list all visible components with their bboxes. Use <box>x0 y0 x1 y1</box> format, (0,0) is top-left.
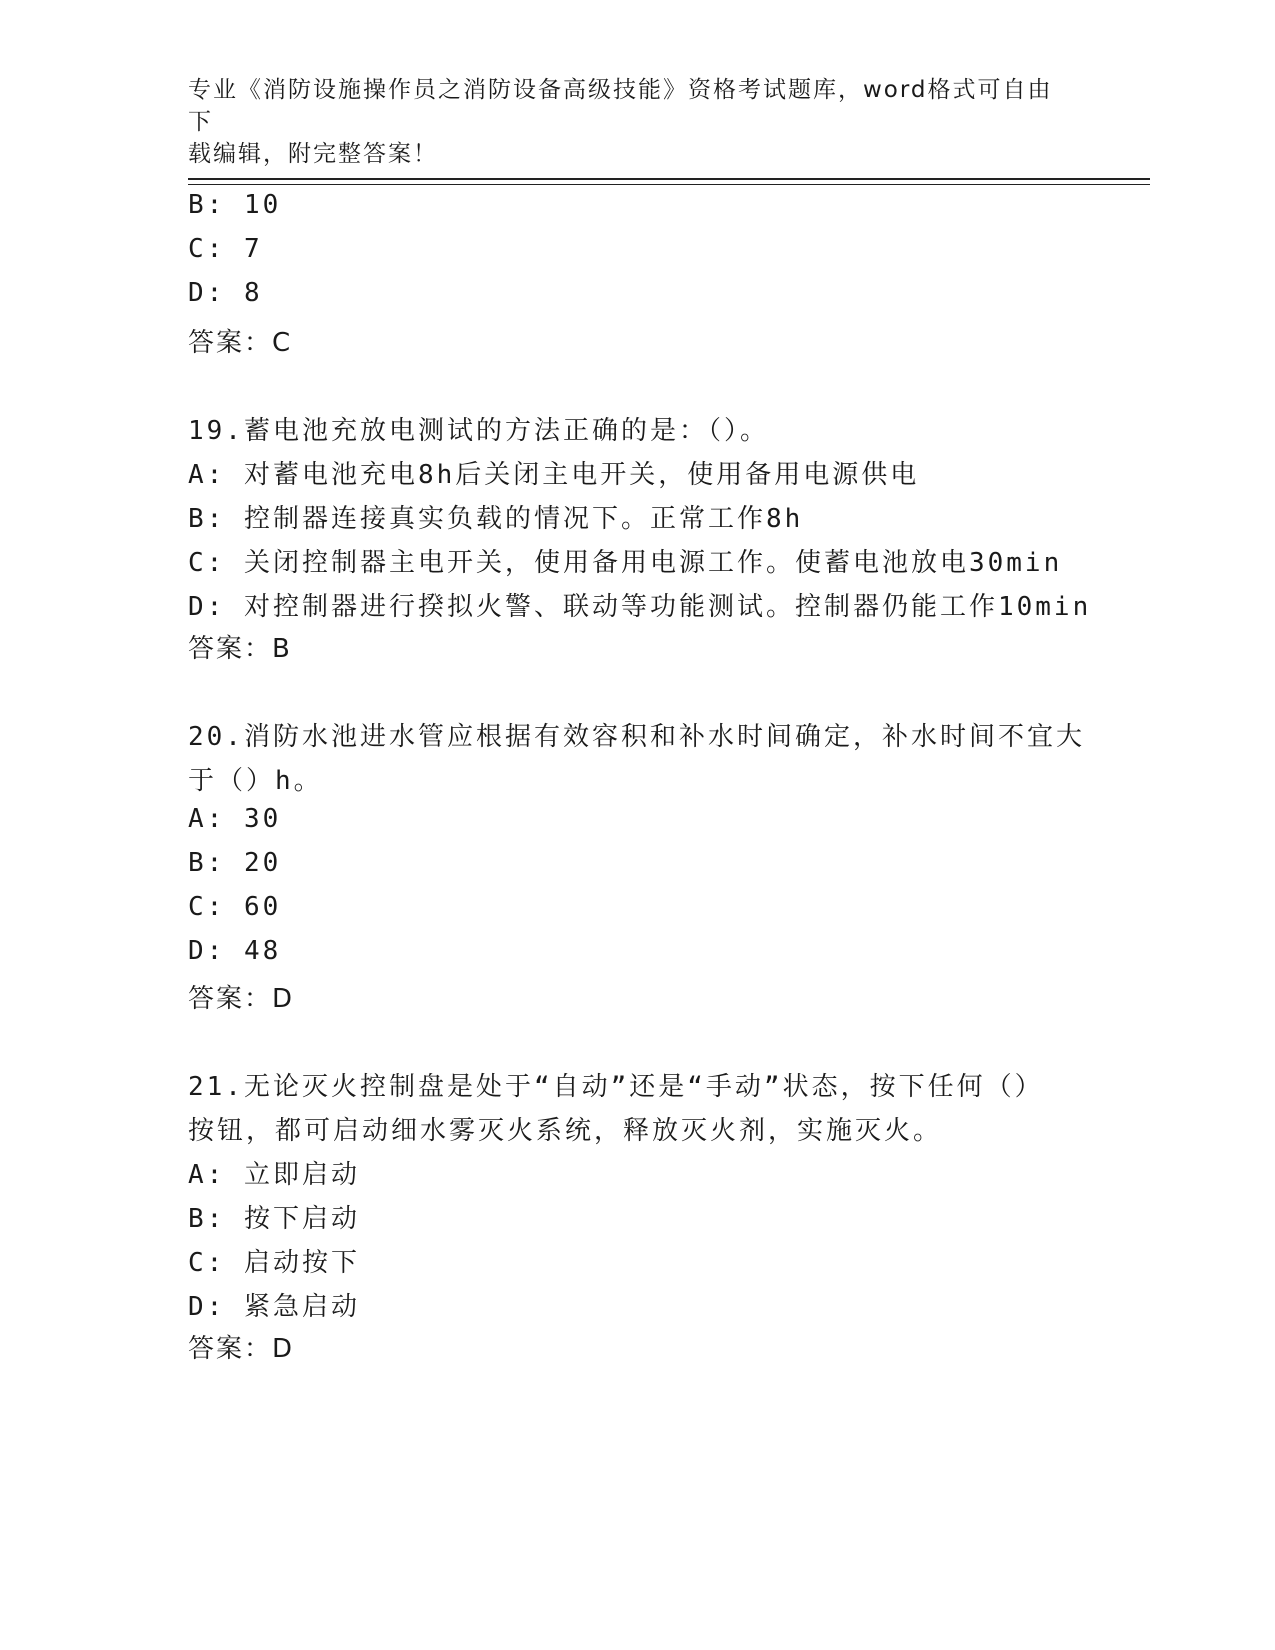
q18-option-d: D: 8 <box>188 278 263 308</box>
q18-option-c: C: 7 <box>188 234 263 264</box>
q19-option-d: D: 对控制器进行揆拟火警、联动等功能测试。控制器仍能工作10min <box>188 592 1092 622</box>
q19-option-b: B: 控制器连接真实负载的情况下。正常工作8h <box>188 504 804 534</box>
q20-option-b: B: 20 <box>188 848 282 878</box>
q21-option-c: C: 启动按下 <box>188 1248 360 1278</box>
header-divider-thin <box>188 184 1150 185</box>
q21-question-line2: 按钮，都可启动细水雾灭火系统，释放灭火剂，实施灭火。 <box>188 1116 943 1146</box>
q20-option-d: D: 48 <box>188 936 282 966</box>
document-header: 专业《消防设施操作员之消防设备高级技能》资格考试题库，word格式可自由下 载编辑，附完整答案！ <box>188 77 1053 167</box>
q21-option-b: B: 按下启动 <box>188 1204 360 1234</box>
q20-answer: 答案：D <box>188 984 295 1014</box>
header-divider-thick <box>188 178 1150 180</box>
q18-answer: 答案：C <box>188 328 293 358</box>
q18-option-b: B: 10 <box>188 190 282 220</box>
q20-option-c: C: 60 <box>188 892 282 922</box>
q20-question-line2: 于（）h。 <box>188 766 323 796</box>
q19-option-c: C: 关闭控制器主电开关，使用备用电源工作。使蓄电池放电30min <box>188 548 1063 578</box>
q19-question: 19.蓄电池充放电测试的方法正确的是：（）。 <box>188 416 769 446</box>
q21-option-a: A: 立即启动 <box>188 1160 360 1190</box>
q19-answer: 答案：B <box>188 634 292 664</box>
q21-question-line1: 21.无论灭火控制盘是处于“自动”还是“手动”状态，按下任何（） <box>188 1072 1044 1102</box>
q21-option-d: D: 紧急启动 <box>188 1292 360 1322</box>
q20-question-line1: 20.消防水池进水管应根据有效容积和补水时间确定，补水时间不宜大 <box>188 722 1085 752</box>
q20-option-a: A: 30 <box>188 804 282 834</box>
q21-answer: 答案：D <box>188 1334 295 1364</box>
q19-option-a: A: 对蓄电池充电8h后关闭主电开关，使用备用电源供电 <box>188 460 920 490</box>
